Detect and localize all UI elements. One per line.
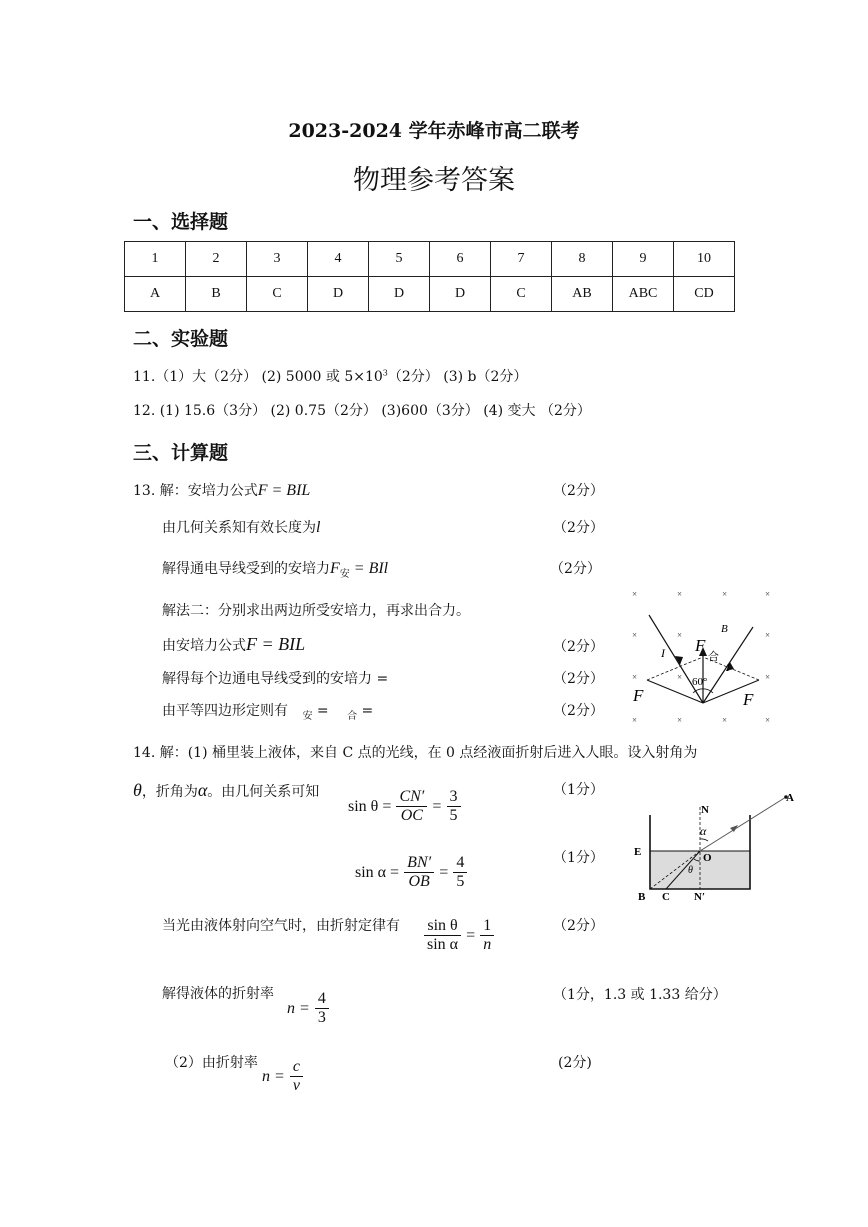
q14-formula-refraction-law: [424, 917, 494, 954]
f3-den2: n: [483, 936, 492, 953]
q13-l1-score: （2分）: [553, 483, 604, 499]
answer-cell: C: [491, 277, 552, 312]
label-alpha: α: [700, 824, 707, 838]
svg-text:×: ×: [765, 672, 771, 682]
f3-den: sin α: [427, 936, 459, 953]
answer-cell: B: [186, 277, 247, 312]
f5-den: v: [292, 1077, 300, 1094]
f4-frac: [315, 990, 329, 1027]
f3-num2: 1: [480, 917, 494, 936]
f2-lhs: sin α =: [355, 864, 400, 881]
q13-l7-text: 由平等四边形定则有: [162, 703, 288, 719]
q13-l2-score: （2分）: [553, 520, 604, 536]
answer-cell: C: [247, 277, 308, 312]
q13-l1-formula: F = BIL: [257, 482, 311, 499]
fig-refraction-bucket: [628, 785, 808, 905]
svg-text:×: ×: [765, 630, 771, 640]
f1-num: CN′: [396, 788, 427, 807]
svg-text:×: ×: [677, 715, 683, 725]
svg-text:×: ×: [722, 589, 728, 599]
question-number-cell: 1: [125, 242, 186, 277]
f4-lhs: n =: [287, 1000, 310, 1017]
answer-table-answer-row: [125, 277, 735, 312]
f5-frac: [290, 1058, 303, 1095]
f5-num: c: [290, 1058, 303, 1077]
f1-frac2: [447, 788, 461, 825]
exam-title: 2023-2024 学年赤峰市高二联考: [288, 120, 580, 142]
question-number-cell: 4: [308, 242, 369, 277]
svg-text:×: ×: [632, 715, 638, 725]
q14-l2-text2: 。由几何关系可知: [207, 784, 320, 800]
svg-text:×: ×: [722, 715, 728, 725]
f2-den2: 5: [456, 873, 465, 890]
f2-frac2: [453, 854, 467, 891]
svg-text:×: ×: [677, 630, 683, 640]
question-number-cell: 2: [186, 242, 247, 277]
q14-line-1: 14. 解：(1) 桶里装上液体，来自 C 点的光线，在 0 点经液面折射后进入人眼。设入射角为: [133, 745, 698, 761]
question-number-cell: 5: [369, 242, 430, 277]
q13-l7-sub2: 合: [347, 710, 358, 722]
fig-ampere-force-diagram: [625, 585, 785, 730]
f1-eq: =: [432, 798, 442, 815]
label-E: E: [634, 846, 642, 858]
q14-theta: θ: [133, 780, 142, 800]
label-O: O: [703, 852, 712, 864]
q13-l2-text: 由几何关系知有效长度为: [162, 520, 316, 536]
answer-cell: A: [125, 277, 186, 312]
question-number-cell: 9: [613, 242, 674, 277]
answer-table: [124, 241, 735, 312]
label-N-prime: N′: [694, 891, 706, 903]
refracted-ray: [700, 797, 786, 851]
q14-formula-speed: [262, 1058, 303, 1095]
q14-alpha: α: [197, 780, 208, 800]
q13-line-7: [162, 700, 373, 722]
f1-frac: [396, 788, 427, 825]
svg-text:×: ×: [765, 589, 771, 599]
q14-line-5: 解得液体的折射率: [162, 986, 274, 1002]
q13-l5-score: （2分）: [553, 639, 604, 655]
f4-den: 3: [317, 1009, 326, 1026]
f1-num2: 3: [447, 788, 461, 807]
q13-line-6: 解得每个边通电导线受到的安培力 =: [162, 671, 389, 687]
q14-f4-score: （1分，1.3 或 1.33 给分）: [553, 987, 727, 1003]
section-experiment-heading: 二、实验题: [133, 328, 229, 350]
f2-den: OB: [408, 873, 430, 890]
label-force-right: F: [743, 690, 754, 709]
svg-text:×: ×: [632, 630, 638, 640]
q13-l3-rest: = BIl: [349, 560, 389, 577]
label-field-B: B: [721, 623, 728, 635]
label-current-right: I: [726, 662, 730, 674]
svg-text:×: ×: [677, 672, 683, 682]
label-force-resultant: F: [695, 636, 706, 655]
f5-lhs: n =: [262, 1068, 285, 1085]
answer-key-title: 物理参考答案: [353, 165, 515, 196]
q13-l6-score: （2分）: [553, 671, 604, 687]
label-theta: θ: [688, 865, 693, 876]
f2-num: BN′: [404, 854, 434, 873]
question-number-cell: 3: [247, 242, 308, 277]
q13-l7-score: （2分）: [553, 703, 604, 719]
answer-cell: D: [308, 277, 369, 312]
question-number-cell: 8: [552, 242, 613, 277]
q11-tail: （2分） (3) b（2分）: [387, 369, 528, 385]
q13-line-3: [162, 558, 388, 580]
q13-line-4: 解法二：分别求出两边所受安培力，再求出合力。: [162, 603, 470, 619]
q14-formula-sin-theta: [348, 788, 461, 825]
question-number-cell: 6: [430, 242, 491, 277]
wire-left: [649, 615, 703, 703]
question-11-answer: [133, 366, 527, 386]
svg-text:×: ×: [632, 672, 638, 682]
q13-l3-sub: 安: [339, 568, 350, 580]
q11-exponent: 3: [382, 368, 388, 378]
q13-l1-text: 13. 解：安培力公式: [133, 483, 258, 499]
f3-num: sin θ: [424, 917, 460, 936]
q13-line-1: [133, 480, 310, 500]
question-number-cell: 10: [674, 242, 735, 277]
section-calc-heading: 三、计算题: [133, 442, 229, 464]
q13-l5-formula: F = BIL: [246, 634, 306, 654]
answer-cell: D: [369, 277, 430, 312]
q14-formula-sin-alpha: [355, 854, 467, 891]
q13-line-5: [162, 634, 305, 655]
svg-text:×: ×: [677, 589, 683, 599]
q14-f1-score: （1分）: [553, 782, 604, 798]
f1-den2: 5: [449, 807, 458, 824]
q14-f5-score: (2分): [558, 1055, 592, 1071]
q13-l3-text: 解得通电导线受到的安培力: [162, 561, 330, 577]
answer-cell: ABC: [613, 277, 674, 312]
f4-num: 4: [315, 990, 329, 1009]
q13-line-2: [162, 517, 320, 537]
label-force-left: F: [633, 686, 644, 705]
label-C: C: [662, 891, 670, 903]
q13-l3-f: F: [330, 560, 340, 577]
section-choice-heading: 一、选择题: [133, 211, 229, 233]
f3-frac: [424, 917, 461, 954]
svg-text:×: ×: [632, 589, 638, 599]
q14-f3-score: （2分）: [553, 918, 604, 934]
label-current-left: I: [661, 646, 665, 660]
f2-num2: 4: [453, 854, 467, 873]
answer-cell: CD: [674, 277, 735, 312]
f3-eq: =: [466, 927, 476, 944]
q14-f2-score: （1分）: [553, 850, 604, 866]
label-force-resultant-sub: 合: [708, 651, 719, 663]
answer-table-number-row: [125, 242, 735, 277]
alpha-arc: [700, 839, 708, 841]
question-12-answer: 12. (1) 15.6（3分） (2) 0.75（2分） (3)600（3分） (4) 变大 （2分）: [133, 403, 591, 419]
q13-l7-sub1: 安: [302, 710, 313, 722]
q13-l5-text: 由安培力公式: [162, 638, 246, 654]
answer-cell: AB: [552, 277, 613, 312]
q13-l3-score: （2分）: [550, 561, 601, 577]
question-number-cell: 7: [491, 242, 552, 277]
q11-text: 11.（1）大（2分） (2) 5000 或 5×10: [133, 369, 383, 385]
f3-frac2: [480, 917, 494, 954]
f1-lhs: sin θ =: [348, 798, 392, 815]
q14-line-4: 当光由液体射向空气时，由折射定律有: [162, 918, 400, 934]
q14-formula-n: [287, 990, 329, 1027]
q13-l2-formula: l: [316, 519, 321, 536]
svg-text:×: ×: [765, 715, 771, 725]
q14-line-2: [133, 780, 319, 801]
answer-cell: D: [430, 277, 491, 312]
q13-l7-eq2: =: [361, 703, 374, 719]
label-A: A: [786, 792, 794, 804]
f2-frac: [404, 854, 434, 891]
q13-l7-eq1: =: [316, 703, 329, 719]
f2-eq: =: [439, 864, 449, 881]
f1-den: OC: [400, 807, 423, 824]
q14-l2-text: ，折角为: [141, 784, 198, 800]
q14-line-6: （2）由折射率: [165, 1055, 258, 1071]
label-N: N: [701, 804, 709, 816]
label-B: B: [638, 891, 646, 903]
label-angle: 60°: [692, 676, 708, 688]
